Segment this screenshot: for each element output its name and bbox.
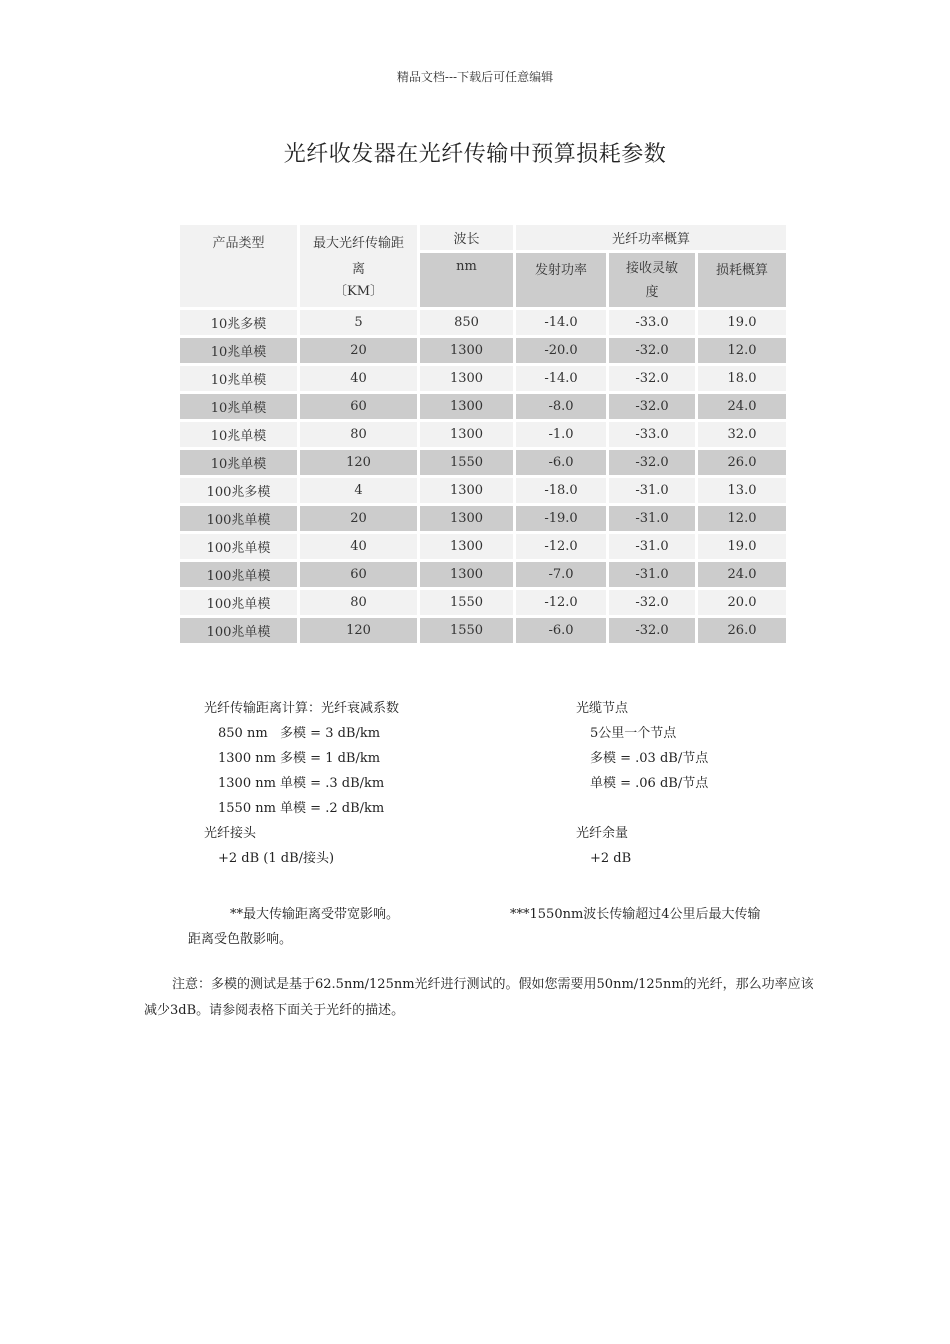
footnote-dispersion-continued: 距离受色散影响。 (188, 932, 293, 947)
cell-tx: -18.0 (516, 478, 606, 503)
cell-product: 10兆单模 (180, 422, 297, 447)
cable-node-line: 5公里一个节点 (590, 726, 677, 741)
table-row (180, 310, 786, 335)
table-row (180, 590, 786, 615)
header-note: 精品文档---下载后可任意编辑 (396, 70, 554, 84)
cell-distance: 40 (300, 534, 417, 559)
attenuation-line: 850 nm 多模 = 3 dB/km (218, 726, 381, 741)
cell-rx: -32.0 (609, 450, 695, 475)
cell-wavelength: 1550 (420, 450, 513, 475)
table-row (180, 618, 786, 643)
cell-loss: 12.0 (698, 506, 786, 531)
cell-rx: -32.0 (609, 338, 695, 363)
cell-product: 100兆多模 (180, 478, 297, 503)
table-row (180, 366, 786, 391)
table-row (180, 338, 786, 363)
cell-loss: 32.0 (698, 422, 786, 447)
budget-table (177, 222, 789, 646)
cell-wavelength: 1300 (420, 366, 513, 391)
header-max-distance: 最大光纤传输距 离 〔KM〕 (300, 225, 417, 307)
margin-title: 光纤余量 (576, 826, 629, 841)
cell-tx: -12.0 (516, 590, 606, 615)
cell-distance: 4 (300, 478, 417, 503)
cable-node-line: 单模 = .06 dB/节点 (590, 776, 709, 791)
cell-wavelength: 1300 (420, 338, 513, 363)
connector-title: 光纤接头 (204, 826, 257, 841)
attenuation-calc (204, 696, 399, 871)
cell-distance: 80 (300, 590, 417, 615)
cell-wavelength: 1300 (420, 394, 513, 419)
cell-product: 10兆单模 (180, 394, 297, 419)
cell-loss: 24.0 (698, 562, 786, 587)
attenuation-title: 光纤传输距离计算：光纤衰减系数 (204, 701, 400, 716)
table-row (180, 506, 786, 531)
cell-wavelength: 1550 (420, 590, 513, 615)
cell-rx: -31.0 (609, 506, 695, 531)
cell-rx: -33.0 (609, 310, 695, 335)
header-tx-power: 发射功率 (516, 253, 606, 307)
cell-tx: -14.0 (516, 366, 606, 391)
cell-rx: -32.0 (609, 394, 695, 419)
table-row (180, 562, 786, 587)
header-wavelength-unit: nm (420, 253, 513, 307)
cell-rx: -32.0 (609, 590, 695, 615)
cell-rx: -31.0 (609, 478, 695, 503)
table-row (180, 422, 786, 447)
connector-value: +2 dB (1 dB/接头) (218, 851, 335, 866)
cell-distance: 20 (300, 506, 417, 531)
cell-rx: -33.0 (609, 422, 695, 447)
cell-loss: 24.0 (698, 394, 786, 419)
cell-tx: -7.0 (516, 562, 606, 587)
cell-distance: 120 (300, 450, 417, 475)
cell-tx: -6.0 (516, 618, 606, 643)
cell-loss: 26.0 (698, 450, 786, 475)
header-loss-budget: 损耗概算 (698, 253, 786, 307)
cell-loss: 19.0 (698, 534, 786, 559)
margin-value: +2 dB (590, 851, 632, 866)
footnote-dispersion: ***1550nm波长传输超过4公里后最大传输 (510, 907, 761, 922)
cell-product: 10兆单模 (180, 450, 297, 475)
cell-tx: -6.0 (516, 450, 606, 475)
cell-tx: -12.0 (516, 534, 606, 559)
cell-rx: -32.0 (609, 366, 695, 391)
header-rx-sensitivity: 接收灵敏 度 (609, 253, 695, 307)
cell-rx: -31.0 (609, 562, 695, 587)
cell-rx: -32.0 (609, 618, 695, 643)
cell-tx: -19.0 (516, 506, 606, 531)
cell-wavelength: 1550 (420, 618, 513, 643)
cell-product: 100兆单模 (180, 618, 297, 643)
cell-loss: 18.0 (698, 366, 786, 391)
cell-product: 10兆单模 (180, 338, 297, 363)
cell-loss: 20.0 (698, 590, 786, 615)
attenuation-line: 1300 nm 多模 = 1 dB/km (218, 751, 381, 766)
page-title: 光纤收发器在光纤传输中预算损耗参数 (283, 142, 667, 167)
cable-node-line: 多模 = .03 dB/节点 (590, 751, 709, 766)
footnote-bandwidth: **最大传输距离受带宽影响。 (230, 907, 400, 922)
cell-distance: 60 (300, 394, 417, 419)
cell-distance: 40 (300, 366, 417, 391)
cell-product: 10兆多模 (180, 310, 297, 335)
cell-product: 10兆单模 (180, 366, 297, 391)
cell-product: 100兆单模 (180, 534, 297, 559)
attenuation-line: 1550 nm 单模 = .2 dB/km (218, 801, 385, 816)
attenuation-line: 1300 nm 单模 = .3 dB/km (218, 776, 385, 791)
cell-tx: -1.0 (516, 422, 606, 447)
cell-product: 100兆单模 (180, 562, 297, 587)
cable-node-calc (576, 696, 708, 871)
header-wavelength: 波长 (420, 225, 513, 250)
table-row (180, 450, 786, 475)
table-row (180, 394, 786, 419)
cell-tx: -20.0 (516, 338, 606, 363)
header-power-budget: 光纤功率概算 (516, 225, 786, 250)
header-product-type: 产品类型 (180, 225, 297, 307)
cell-loss: 12.0 (698, 338, 786, 363)
cell-wavelength: 1300 (420, 422, 513, 447)
cell-distance: 60 (300, 562, 417, 587)
cell-loss: 13.0 (698, 478, 786, 503)
table-row (180, 478, 786, 503)
cell-wavelength: 1300 (420, 478, 513, 503)
cell-distance: 5 (300, 310, 417, 335)
cell-tx: -14.0 (516, 310, 606, 335)
cell-wavelength: 1300 (420, 562, 513, 587)
cell-loss: 19.0 (698, 310, 786, 335)
cell-distance: 120 (300, 618, 417, 643)
cell-wavelength: 850 (420, 310, 513, 335)
cell-product: 100兆单模 (180, 506, 297, 531)
multimode-note: 注意：多模的测试是基于62.5nm/125nm光纤进行测试的。假如您需要用50nm/125nm的光纤，那么功率应该减少3dB。请参阅表格下面关于光纤的描述。 (144, 977, 814, 1018)
cell-wavelength: 1300 (420, 506, 513, 531)
cell-rx: -31.0 (609, 534, 695, 559)
table-row (180, 534, 786, 559)
cell-distance: 20 (300, 338, 417, 363)
cell-product: 100兆单模 (180, 590, 297, 615)
cell-loss: 26.0 (698, 618, 786, 643)
cell-wavelength: 1300 (420, 534, 513, 559)
cell-tx: -8.0 (516, 394, 606, 419)
cell-distance: 80 (300, 422, 417, 447)
cable-node-title: 光缆节点 (576, 701, 629, 716)
